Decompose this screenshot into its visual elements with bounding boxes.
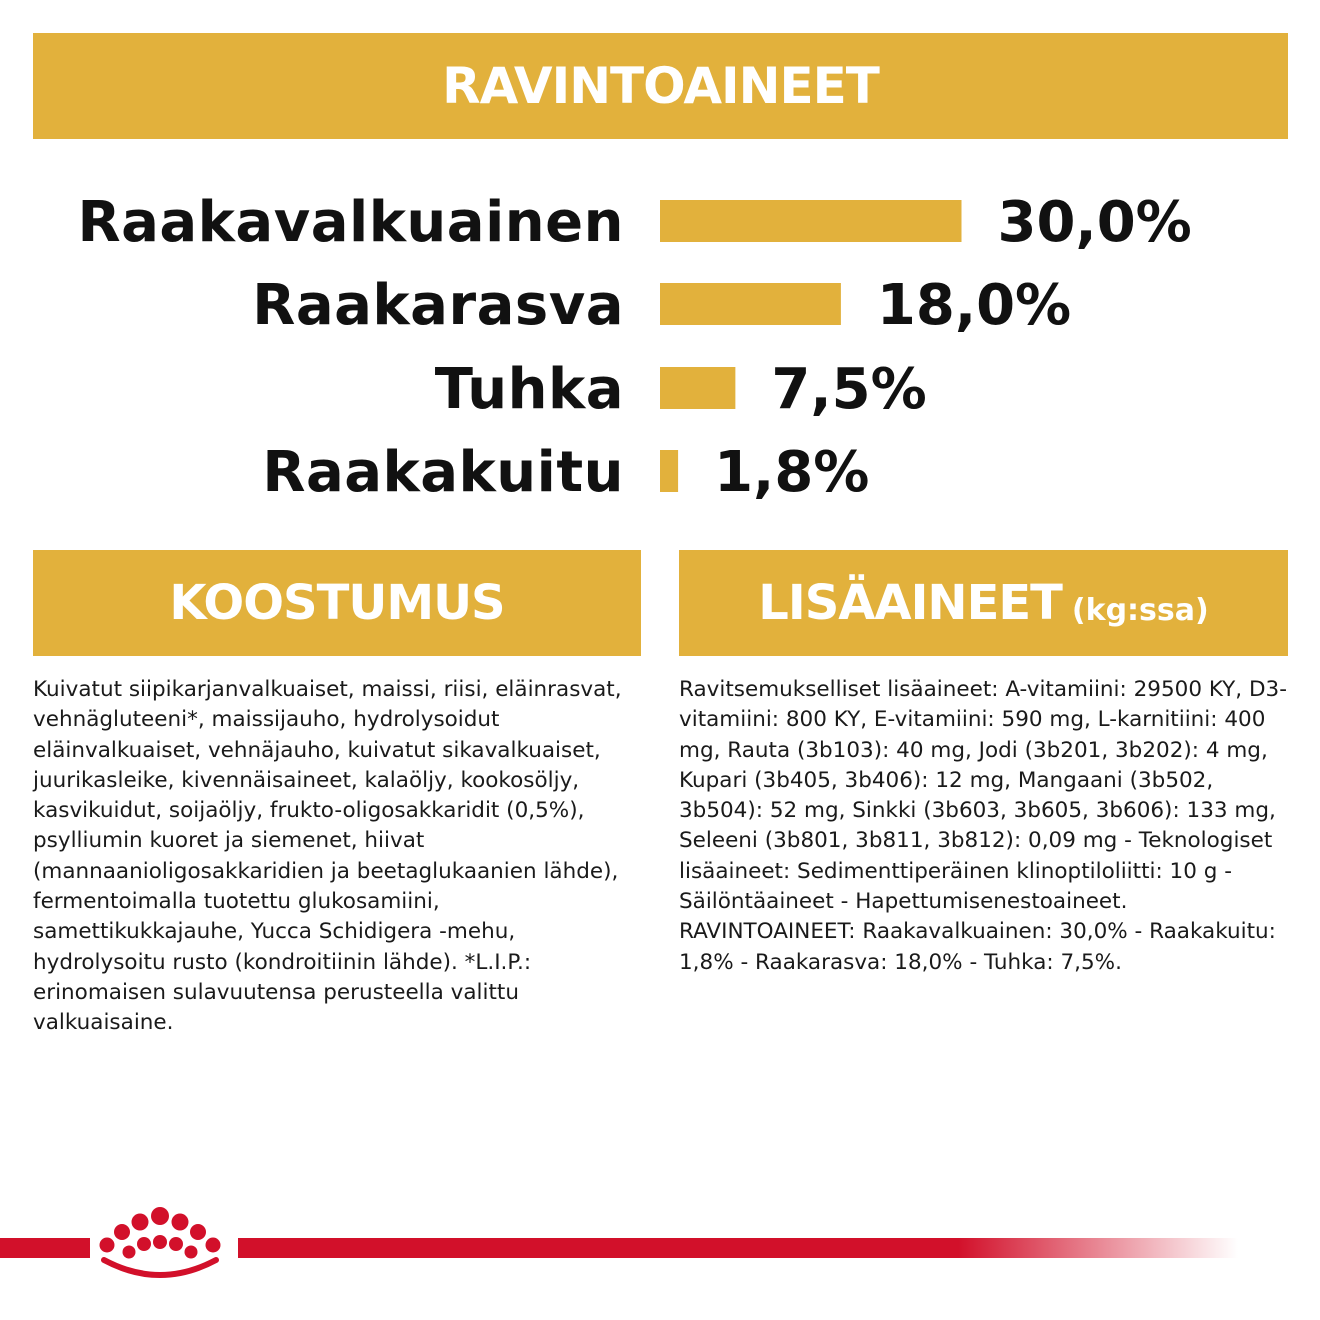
composition-title: KOOSTUMUS	[169, 575, 505, 631]
nutrients-title: RAVINTOAINEET	[442, 57, 879, 115]
nutrients-bar-chart	[0, 0, 1320, 540]
additives-header	[679, 550, 1288, 656]
bar-label: Tuhka	[434, 357, 624, 422]
bar	[660, 450, 678, 492]
bar-value-label: 1,8%	[714, 440, 870, 505]
composition-text: Kuivatut siipikarjanvalkuaiset, maissi, riisi, eläinrasvat, vehnägluteeni*, maissijauho, hydrolysoidut eläinvalkuaiset, vehnäjauho, kuivatut sikavalkuaiset, juurikasleike, kivennäisaineet, kalaöljy, kookosöljy, kasvikuidut, soijaöljy, frukto-oligosakkaridit (0,5%), psylliumin kuoret ja siemenet, hiivat (mannaanioligosakkaridien ja beetaglukaanien lähde), fermentoimalla tuotettu glukosamiini, samettikukkajauhe, Yucca Schidigera -mehu, hydrolysoitu rusto (kondroitiinin lähde). *L.I.P.: erinomaisen sulavuutensa perusteella valittu valkuaisaine.	[33, 677, 622, 1036]
bar-value-label: 30,0%	[997, 190, 1192, 255]
bar-label: Raakakuitu	[262, 440, 624, 505]
additives-title: LISÄAINEET	[758, 575, 1062, 631]
additives-title-suffix: (kg:ssa)	[1071, 592, 1209, 628]
bar-value-label: 18,0%	[876, 273, 1072, 338]
composition-header	[33, 550, 641, 656]
bar	[660, 283, 841, 325]
bar-label: Raakavalkuainen	[77, 190, 624, 255]
footer-line-left	[0, 1238, 90, 1258]
bar	[660, 367, 735, 409]
additives-text: Ravitsemukselliset lisäaineet: A-vitamiini: 29500 KY, D3-vitamiini: 800 KY, E-vitamiini: 590 mg, L-karnitiini: 400 mg, Rauta (3b103): 40 mg, Jodi (3b201, 3b202): 4 mg, Kupari (3b405, 3b406): 12 mg, Mangaani (3b502, 3b504): 52 mg, Sinkki (3b603, 3b605, 3b606): 133 mg, Seleeni (3b801, 3b811, 3b812): 0,09 mg - Teknologiset lisäaineet: Sedimenttiperäinen klinoptiloliitti: 10 g - Säilöntäaineet - Hapettumisenestoaineet. RAVINTOAINEET: Raakavalkuainen: 30,0% - Raakakuitu: 1,8% - Raakarasva: 18,0% - Tuhka: 7,5%.	[679, 677, 1287, 975]
crown-icon	[92, 1206, 228, 1284]
bar-value-label: 7,5%	[771, 357, 927, 422]
bar	[660, 200, 962, 242]
footer-line-right	[238, 1238, 1238, 1258]
bar-label: Raakarasva	[252, 273, 624, 338]
